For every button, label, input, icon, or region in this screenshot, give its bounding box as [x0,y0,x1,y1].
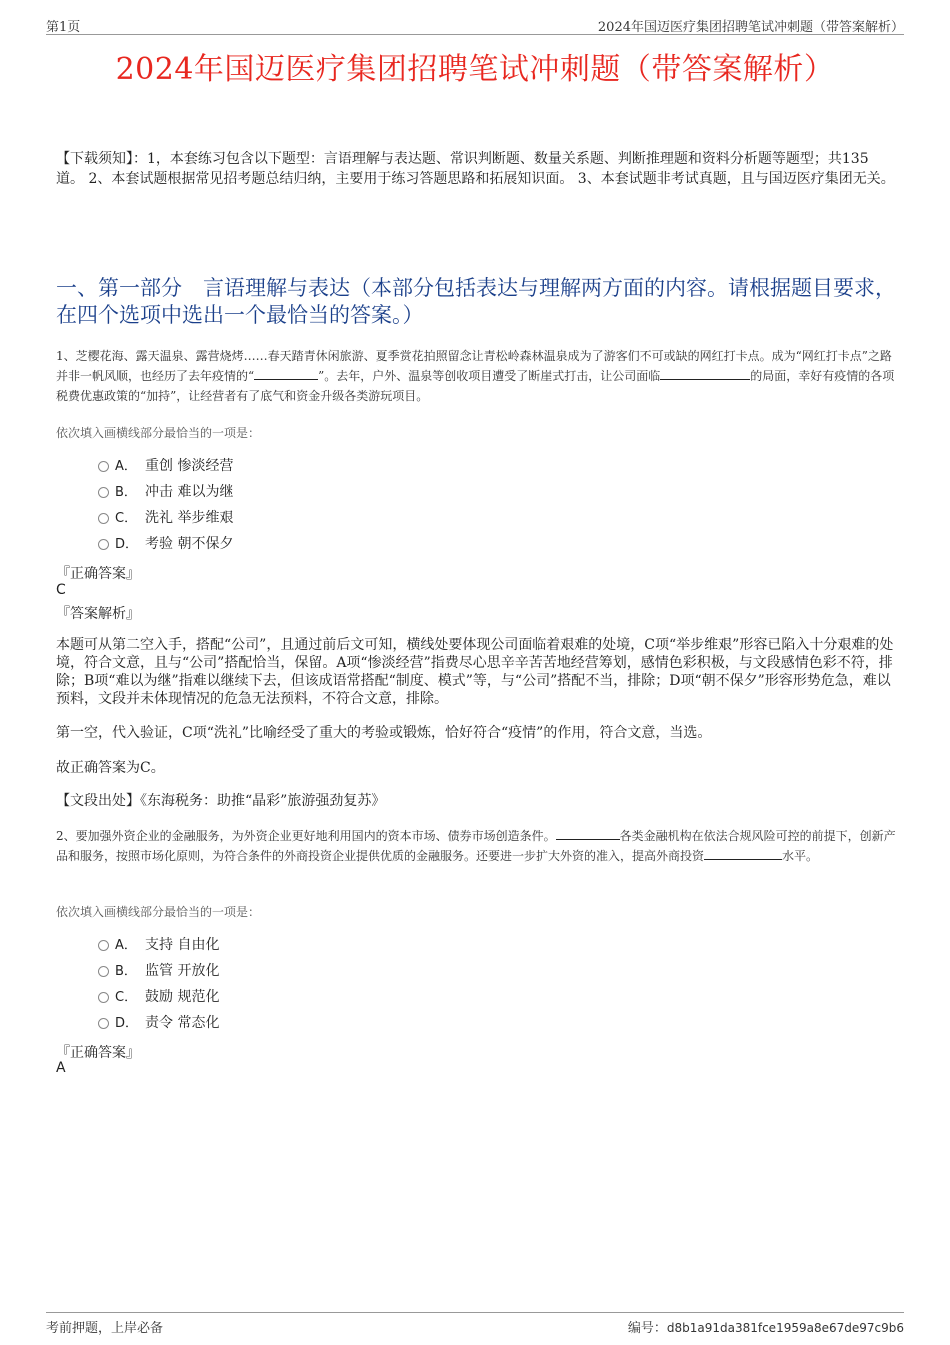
q2-answer-label: 『正确答案』 [56,1045,140,1061]
header-doc-title: 2024年国迈医疗集团招聘笔试冲刺题（带答案解析） [597,20,904,35]
radio-icon[interactable] [98,992,109,1003]
q2-option-a[interactable]: A． 支持 自由化 [98,935,219,955]
radio-icon[interactable] [98,1018,109,1029]
page-number: 第1页 [46,20,81,35]
download-notice: 【下载须知】：1，本套练习包含以下题型：言语理解与表达题、常识判断题、数量关系题、判断推理题和资料分析题等题型；共135道。 2、本套试题根据常见招考题总结归纳，主要用于练习答题思路和拓展知识面。 3、本套试题非考试真题，且与国迈医疗集团无关。 [56,151,895,187]
question-1-instruction: 依次填入画横线部分最恰当的一项是： [56,426,261,440]
q1-source: 【文段出处】《东海税务：助推“晶彩”旅游强劲复苏》 [56,793,386,809]
radio-icon[interactable] [98,461,109,472]
q1-analysis-paragraph-2: 第一空，代入验证，C项“洗礼”比喻经受了重大的考验或锻炼，恰好符合“疫情”的作用，符合文意，当选。 [56,725,712,741]
question-2-instruction: 依次填入画横线部分最恰当的一项是： [56,905,261,919]
q1-option-a[interactable]: A． 重创 惨淡经营 [98,456,233,476]
section-title: 一、第一部分 言语理解与表达（本部分包括表达与理解两方面的内容。请根据题目要求，在四个选项中选出一个最恰当的答案。） [56,276,896,327]
radio-icon[interactable] [98,513,109,524]
q1-answer-label: 『正确答案』 [56,566,140,582]
page-footer [46,1312,904,1337]
q1-answer: C [56,582,66,598]
q1-analysis-label: 『答案解析』 [56,606,140,622]
page-header [46,14,904,35]
blank-2 [704,847,782,860]
page-title: 2024年国迈医疗集团招聘笔试冲刺题（带答案解析） [115,52,835,87]
q2-answer: A [56,1060,66,1076]
blank-1 [254,367,318,380]
q2-option-c[interactable]: C． 鼓励 规范化 [98,987,219,1007]
blank-2 [660,367,750,380]
q1-option-d[interactable]: D． 考验 朝不保夕 [98,534,233,554]
q1-analysis-paragraph-1: 本题可从第二空入手，搭配“公司”，且通过前后文可知，横线处要体现公司面临着艰难的处境，C项“举步维艰”形容已陷入十分艰难的处境，符合文意，且与“公司”搭配恰当，保留。A项“惨淡经营”指费尽心思辛辛苦苦地经营筹划，感情色彩积极，与文段感情色彩不符，排除；B项“难以为继”指难以继续下去，但该成语常搭配“制度、模式”等，与“公司”搭配不当，排除；D项“朝不保夕”形容形势危急，难以预料，文段并未体现情况的危急无法预料，不符合文意，排除。 [56,637,894,707]
q1-option-b[interactable]: B． 冲击 难以为继 [98,482,233,502]
q1-analysis-paragraph-3: 故正确答案为C。 [56,760,165,776]
footer-code: 编号：d8b1a91da381fce1959a8e67de97c9b6 [627,1321,904,1336]
blank-1 [556,827,620,840]
radio-icon[interactable] [98,487,109,498]
question-1-text: 1、芝樱花海、露天温泉、露营烧烤……春天踏青休闲旅游、夏季赏花拍照留念让青松岭森林温泉成为了游客们不可或缺的网红打卡点。成为“网红打卡点”之路并非一帆风顺，也经历了去年疫情的“ ”。去年，户外、温泉等创收项目遭受了断崖式打击，让公司面临 的局面，幸好有疫情的各项税费优惠政策的“加持”，让经营者有了底气和资金升级各类游玩项目。 [56,349,895,403]
q2-option-d[interactable]: D． 责令 常态化 [98,1013,219,1033]
footer-slogan: 考前押题，上岸必备 [46,1321,164,1336]
radio-icon[interactable] [98,966,109,977]
q1-option-c[interactable]: C． 洗礼 举步维艰 [98,508,233,528]
q2-option-b[interactable]: B． 监管 开放化 [98,961,219,981]
question-2-text: 2、要加强外资企业的金融服务，为外资企业更好地利用国内的资本市场、债券市场创造条件。 各类金融机构在依法合规风险可控的前提下，创新产品和服务，按照市场化原则，为符合条件的外商投资企业提供优质的金融服务。还要进一步扩大外资的准入，提高外商投资 水平。 [56,829,896,863]
radio-icon[interactable] [98,940,109,951]
radio-icon[interactable] [98,539,109,550]
